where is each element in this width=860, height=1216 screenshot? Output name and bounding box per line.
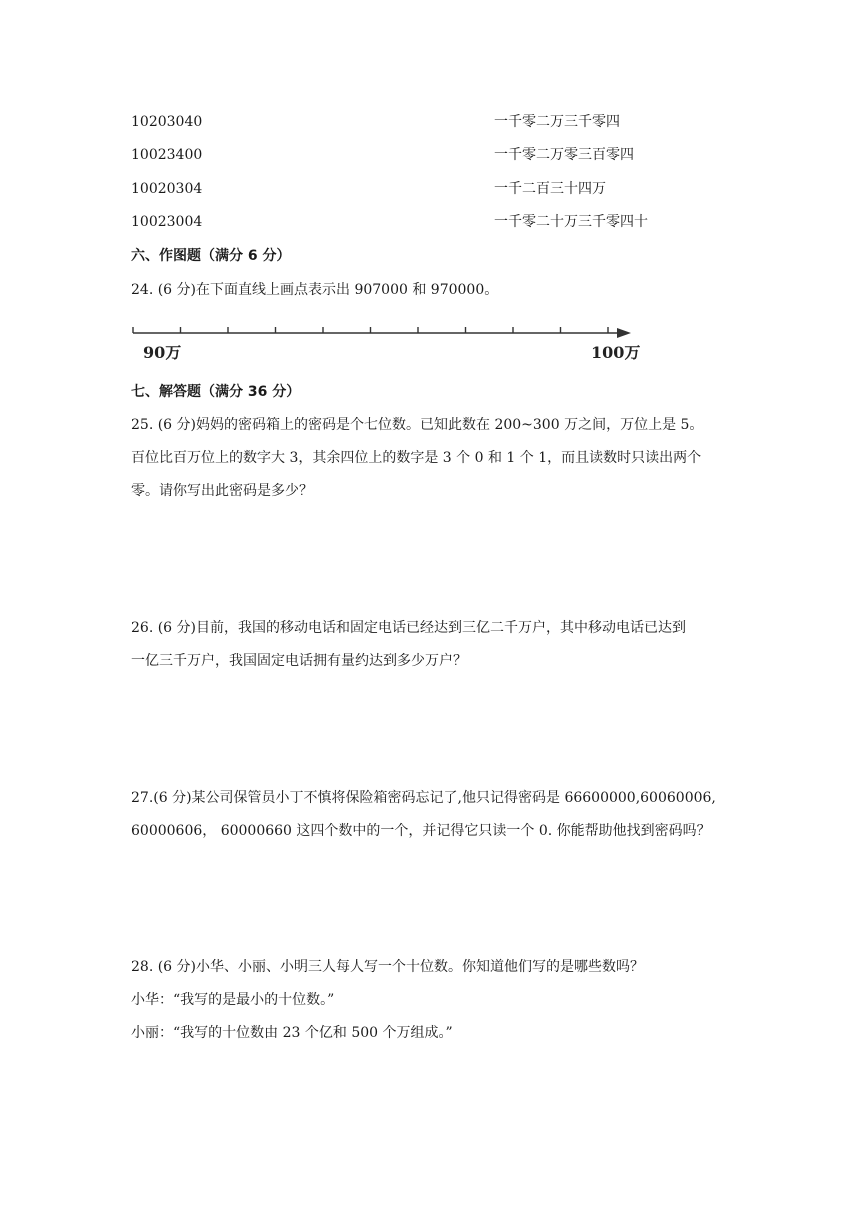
match-left-4: 10023004 xyxy=(131,214,203,230)
question-28-line-2: 小华：“我写的是最小的十位数。” xyxy=(131,992,335,1008)
question-26 xyxy=(131,612,751,678)
number-line-svg xyxy=(131,318,651,368)
question-27-line-1: 27.(6 分)某公司保管员小丁不慎将保险箱密码忘记了,他只记得密码是 66600000,60060006, xyxy=(131,790,716,806)
question-24: 24. (6 分)在下面直线上画点表示出 907000 和 970000。 xyxy=(131,282,499,298)
match-left-1: 10203040 xyxy=(131,114,203,130)
question-28-line-1: 28. (6 分)小华、小丽、小明三人每人写一个十位数。你知道他们写的是哪些数吗？ xyxy=(131,959,644,975)
match-left-2: 10023400 xyxy=(131,147,203,163)
question-25-line-2: 百位比百万位上的数字大 3，其余四位上的数字是 3 个 0 和 1 个 1，而且读数时只读出两个 xyxy=(131,450,702,466)
match-right-4: 一千零二十万三千零四十 xyxy=(494,214,648,230)
section7-title: 七、解答题（满分 36 分） xyxy=(131,384,301,400)
question-26-line-2: 一亿三千万户，我国固定电话拥有量约达到多少万户？ xyxy=(131,653,467,669)
number-line-start-label: 90万 xyxy=(143,343,182,362)
match-right-1: 一千零二万三千零四 xyxy=(494,114,620,130)
number-line-end-label: 100万 xyxy=(591,343,641,362)
question-28-line-3: 小丽：“我写的十位数由 23 个亿和 500 个万组成。” xyxy=(131,1025,453,1041)
match-right-2: 一千零二万零三百零四 xyxy=(494,147,634,163)
question-28 xyxy=(131,951,751,1050)
question-27-line-2: 60000606， 60000660 这四个数中的一个，并记得它只读一个 0. 你能帮助他找到密码吗？ xyxy=(131,823,711,839)
match-right-3: 一千二百三十四万 xyxy=(494,181,606,197)
question-26-line-1: 26. (6 分)目前，我国的移动电话和固定电话已经达到三亿二千万户，其中移动电话已达到 xyxy=(131,620,686,636)
match-left-3: 10020304 xyxy=(131,181,203,197)
question-25-line-1: 25. (6 分)妈妈的密码箱上的密码是个七位数。已知此数在 200~300 万之间，万位上是 5。 xyxy=(131,417,704,433)
question-27 xyxy=(131,782,751,848)
section6-title: 六、作图题（满分 6 分） xyxy=(131,248,291,264)
number-line xyxy=(131,318,651,368)
question-25 xyxy=(131,409,751,508)
number-line-arrow xyxy=(617,328,631,338)
question-25-line-3: 零。请你写出此密码是多少？ xyxy=(131,483,313,499)
